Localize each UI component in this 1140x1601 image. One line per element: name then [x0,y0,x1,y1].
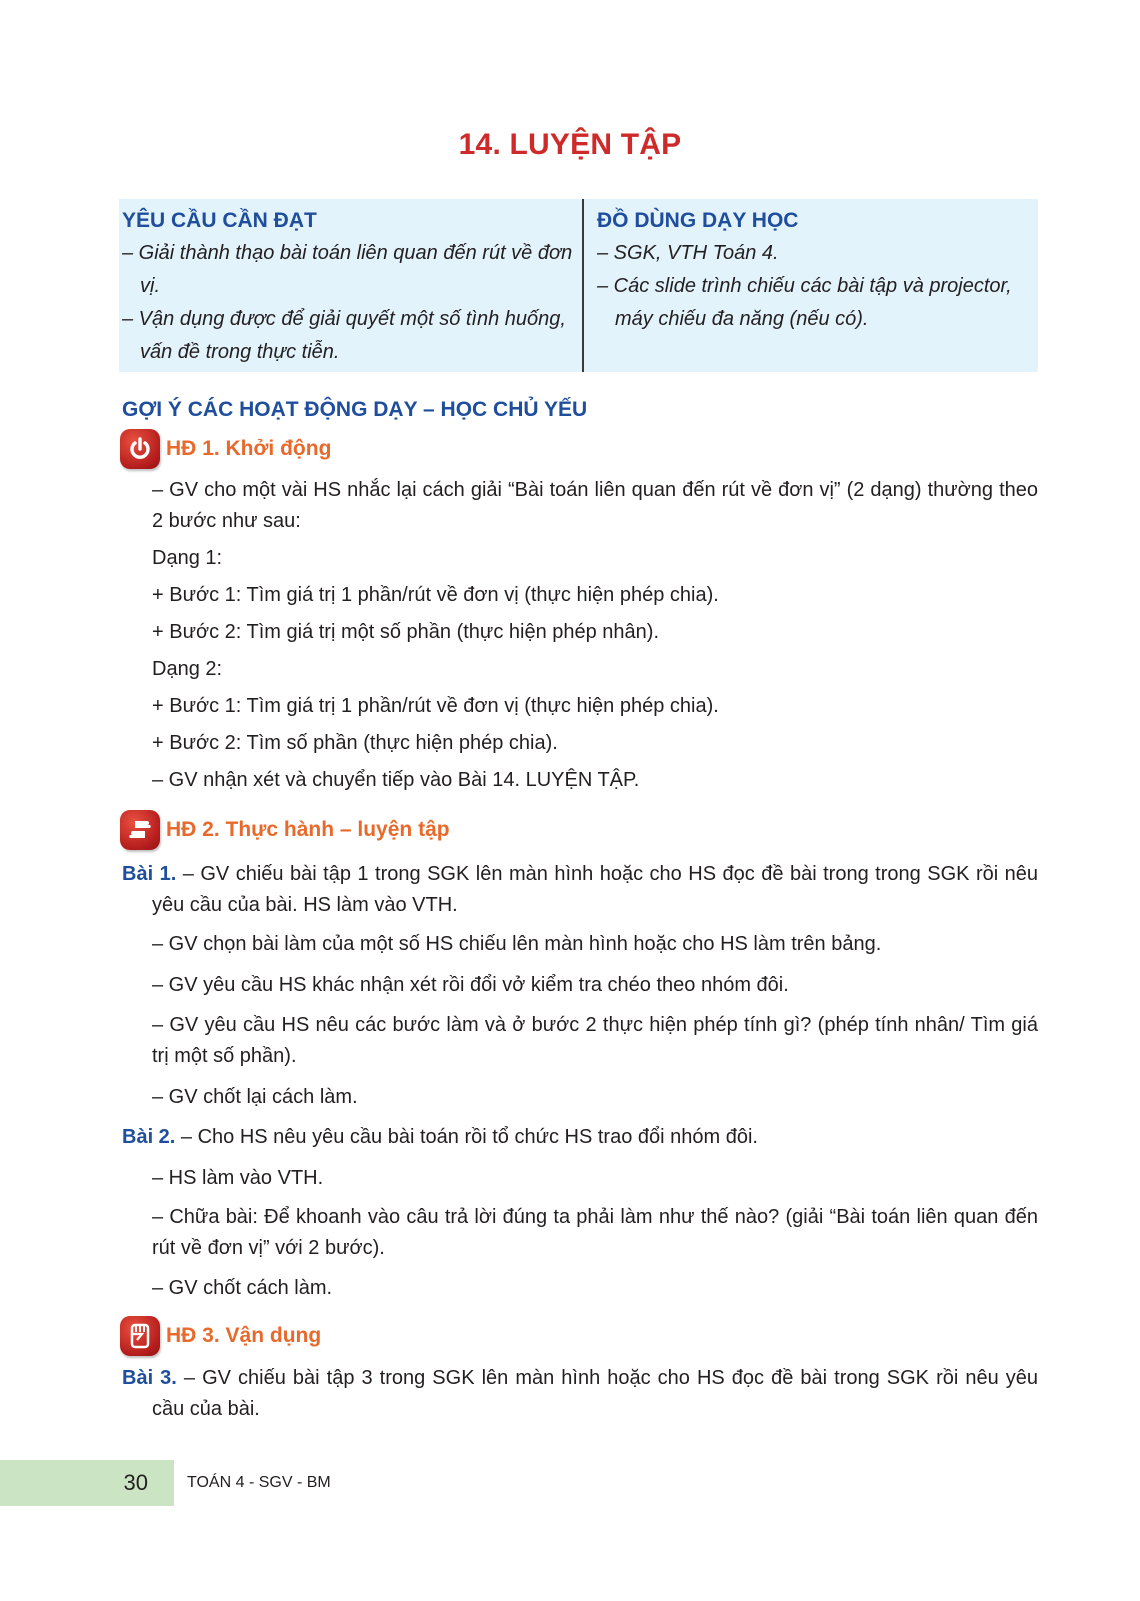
material-item: – SGK, VTH Toán 4. [597,242,779,264]
hd1-line: – GV cho một vài HS nhắc lại cách giải “Bài toán liên quan đến rút về đơn vị” (2 dạng) thường theo 2 bước như sau: [152,479,1038,532]
hd1-line: + Bước 2: Tìm giá trị một số phần (thực hiện phép nhân). [152,621,660,643]
bai2-line: – GV chốt cách làm. [152,1277,333,1299]
bai2-text: – Cho HS nêu yêu cầu bài toán rồi tổ chức HS trao đổi nhóm đôi. [175,1126,758,1148]
hd1-line: – GV nhận xét và chuyển tiếp vào Bài 14. LUYỆN TẬP. [152,769,640,791]
book-title: TOÁN 4 - SGV - BM [187,1474,331,1491]
bai1-label: Bài 1. [122,863,177,885]
hands-icon [120,810,160,850]
hd1-line: Dạng 1: [152,547,223,569]
requirements-box [119,199,1038,372]
power-icon [120,429,160,469]
bai2-label: Bài 2. [122,1126,176,1148]
hd3-label: HĐ 3. Vận dụng [166,1324,322,1347]
bai3-text: – GV chiếu bài tập 3 trong SGK lên màn hình hoặc cho HS đọc đề bài trong SGK rồi nêu yêu cầu của bài. [152,1367,1039,1420]
page-title: 14. LUYỆN TẬP [458,128,682,161]
bai1-text: – GV chiếu bài tập 1 trong SGK lên màn hình hoặc cho HS đọc đề bài trong trong SGK rồi nêu yêu cầu của bài. HS làm vào VTH. [152,863,1039,916]
hd1-line: + Bước 1: Tìm giá trị 1 phần/rút về đơn vị (thực hiện phép chia). [152,584,719,606]
hd1-label: HĐ 1. Khởi động [166,437,332,460]
hd1-line: + Bước 2: Tìm số phần (thực hiện phép chia). [152,732,558,754]
page-number: 30 [123,1470,148,1495]
bai3-label: Bài 3. [122,1367,177,1389]
bai1-line: – GV yêu cầu HS nêu các bước làm và ở bước 2 thực hiện phép tính gì? (phép tính nhân/ Tìm giá trị một số phần). [152,1014,1038,1067]
bai3-paragraph [122,1363,1038,1425]
bai1-paragraph [122,859,1038,921]
requirements-column [119,199,582,372]
fist-icon [120,1316,160,1356]
hd1-line: Dạng 2: [152,658,223,680]
hd3-heading [120,1316,321,1356]
bai2-line: – Chữa bài: Để khoanh vào câu trả lời đúng ta phải làm như thế nào? (giải “Bài toán liên quan đến rút về đơn vị” với 2 bước). [152,1206,1038,1259]
hd2-label: HĐ 2. Thực hành – luyện tập [166,818,450,841]
hd2-heading [120,810,450,850]
bai1-line: – GV yêu cầu HS khác nhận xét rồi đổi vở kiểm tra chéo theo nhóm đôi. [152,974,789,996]
section-heading: GỢI Ý CÁC HOẠT ĐỘNG DẠY – HỌC CHỦ YẾU [122,398,588,421]
hd1-heading [120,429,331,469]
bai2-paragraph [122,1122,1038,1153]
materials-column [582,199,1038,372]
hd1-line: + Bước 1: Tìm giá trị 1 phần/rút về đơn vị (thực hiện phép chia). [152,695,719,717]
requirement-item: – Vận dụng được để giải quyết một số tình huống, vấn đề trong thực tiễn. [122,308,566,363]
material-item: – Các slide trình chiếu các bài tập và projector, máy chiếu đa năng (nếu có). [597,275,1012,330]
bai2-line: – HS làm vào VTH. [152,1167,324,1189]
requirement-item: – Giải thành thạo bài toán liên quan đến rút về đơn vị. [122,242,573,297]
bai1-line: – GV chốt lại cách làm. [152,1086,358,1108]
bai1-line: – GV chọn bài làm của một số HS chiếu lên màn hình hoặc cho HS làm trên bảng. [152,933,882,955]
requirements-heading: YÊU CẦU CẦN ĐẠT [122,209,317,232]
materials-heading: ĐỒ DÙNG DẠY HỌC [597,209,799,232]
